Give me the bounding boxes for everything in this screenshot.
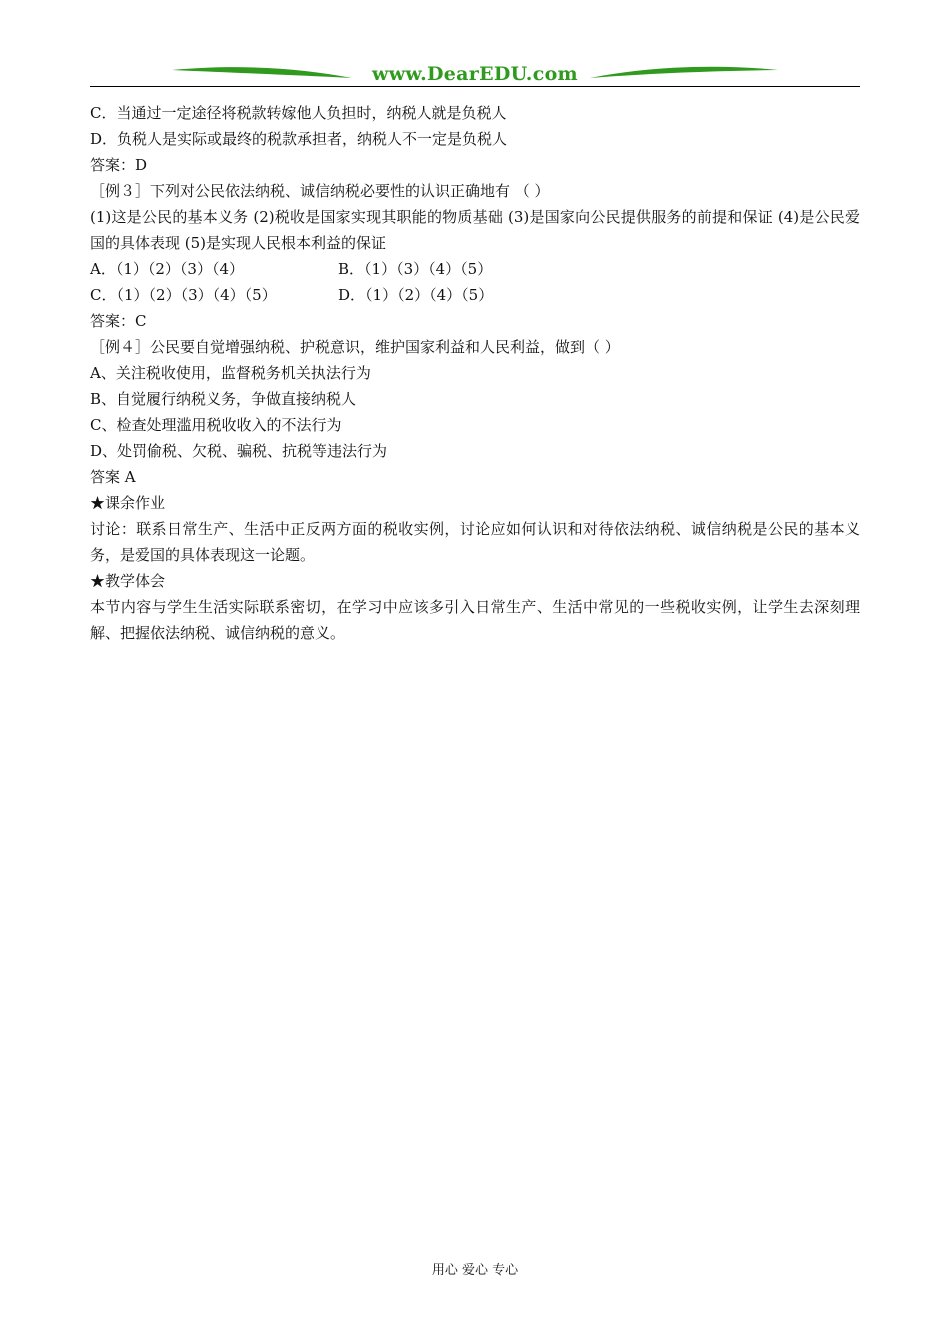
header-rule xyxy=(90,86,860,87)
option-c-text: C．当通过一定途径将税款转嫁他人负担时，纳税人就是负税人 xyxy=(90,104,507,122)
example-4-option-a: A、关注税收使用，监督税务机关执法行为 xyxy=(90,364,371,382)
page-footer: 用心 爱心 专心 xyxy=(431,1263,519,1278)
reflection-heading: ★教学体会 xyxy=(90,572,166,590)
example-3-option-d: D．（1）（2）（4）（5） xyxy=(338,286,494,304)
example-3-option-c: C．（1）（2）（3）（4）（5） xyxy=(90,286,277,304)
option-d-text: D．负税人是实际或最终的税款承担者，纳税人不一定是负税人 xyxy=(90,130,508,148)
example-4-question: ［例４］公民要自觉增强纳税、护税意识，维护国家利益和人民利益，做到（ ） xyxy=(90,338,620,356)
example-3-answer: 答案：C xyxy=(90,312,147,330)
example-3-options-row-1 xyxy=(90,256,860,282)
example-3-question: ［例３］下列对公民依法纳税、诚信纳税必要性的认识正确地有 （ ） xyxy=(90,182,550,200)
site-logo: www.DearEDU.com xyxy=(372,63,578,85)
example-3-options-row-2 xyxy=(90,282,860,308)
homework-text: 讨论：联系日常生产、生活中正反两方面的税收实例，讨论应如何认识和对待依法纳税、诚信纳税是公民的基本义务，是爱国的具体表现这一论题。 xyxy=(90,520,860,564)
example-3-statements: (1)这是公民的基本义务 (2)税收是国家实现其职能的物质基础 (3)是国家向公民提供服务的前提和保证 (4)是公民爱国的具体表现 (5)是实现人民根本利益的保证 xyxy=(90,208,860,252)
reflection-text: 本节内容与学生生活实际联系密切，在学习中应该多引入日常生产、生活中常见的一些税收实例，让学生去深刻理解、把握依法纳税、诚信纳税的意义。 xyxy=(90,598,860,642)
homework-heading: ★课余作业 xyxy=(90,494,166,512)
answer-line: 答案：D xyxy=(90,156,148,174)
example-4-answer: 答案 A xyxy=(90,468,136,486)
example-4-option-d: D、处罚偷税、欠税、骗税、抗税等违法行为 xyxy=(90,442,388,460)
example-4-option-c: C、检查处理滥用税收收入的不法行为 xyxy=(90,416,342,434)
example-4-option-b: B、自觉履行纳税义务，争做直接纳税人 xyxy=(90,390,357,408)
example-3-option-a: A．（1）（2）（3）（4） xyxy=(90,260,245,278)
example-3-option-b: B．（1）（3）（4）（5） xyxy=(338,260,493,278)
document-body xyxy=(90,100,860,646)
